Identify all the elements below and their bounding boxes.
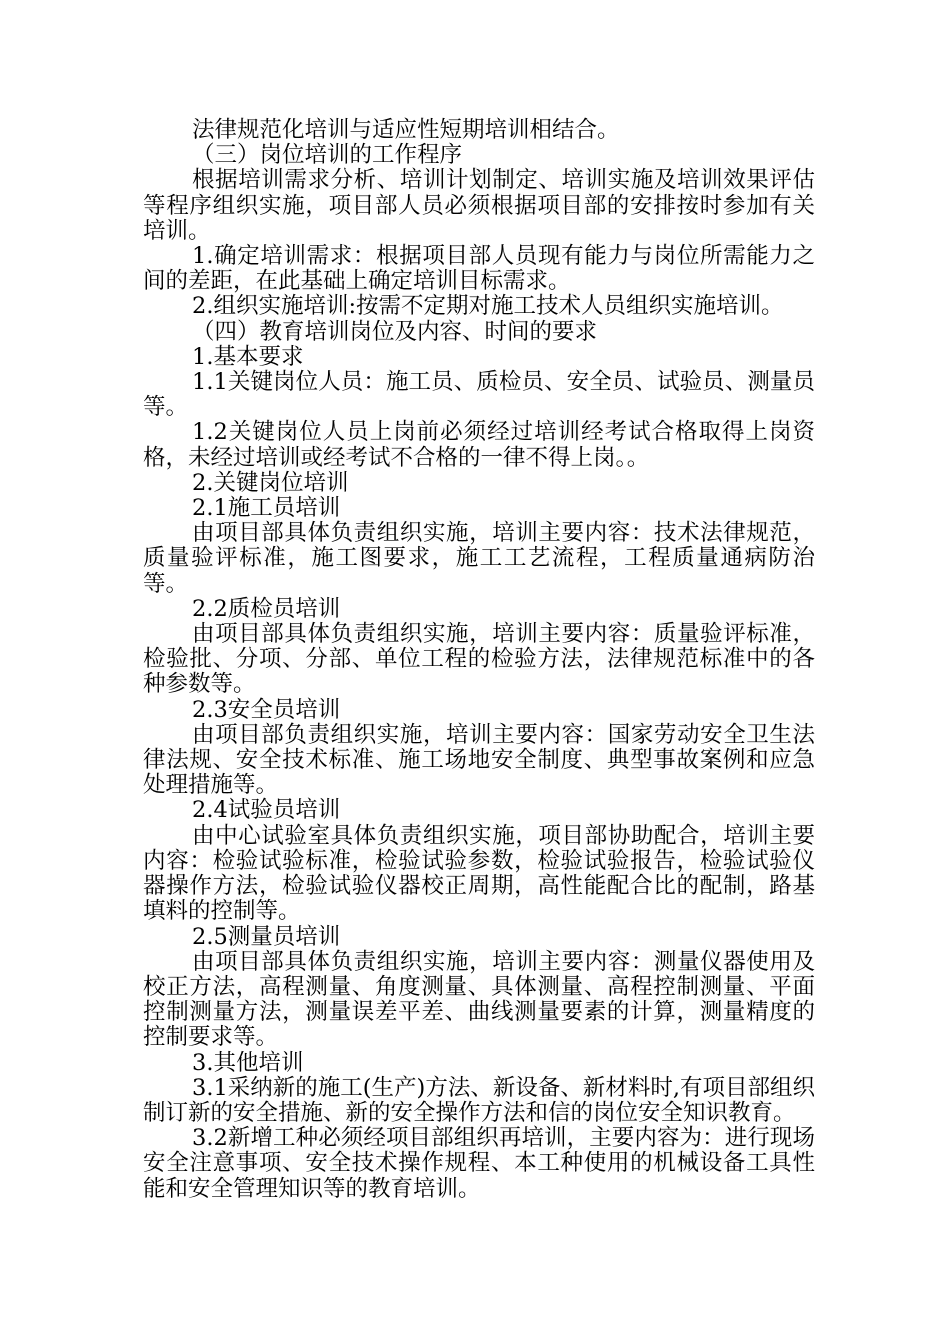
subheading: 2.4试验员培训 xyxy=(192,797,341,824)
subheading: 2.3安全员培训 xyxy=(192,696,341,723)
subheading: 2.1施工员培训 xyxy=(192,495,341,522)
subheading: 1.基本要求 xyxy=(192,343,304,370)
paragraph: 由项目部负责组织实施，培训主要内容：国家劳动安全卫生法律法规、安全技术标准、施工场地安全制度、典型事故案例和应急处理措施等。 xyxy=(143,721,815,799)
paragraph: 1.1关键岗位人员：施工员、质检员、安全员、试验员、测量员等。 xyxy=(143,369,815,421)
paragraph: 3.1采纳新的施工(生产)方法、新设备、新材料时,有项目部组织制订新的安全措施、新的安全操作方法和信的岗位安全知识教育。 xyxy=(143,1074,815,1126)
paragraph: 由项目部具体负责组织实施，培训主要内容：质量验评标准，检验批、分项、分部、单位工程的检验方法，法律规范标准中的各种参数等。 xyxy=(143,621,815,698)
subheading: 3.其他培训 xyxy=(192,1049,304,1076)
paragraph: 根据培训需求分析、培训计划制定、培训实施及培训效果评估等程序组织实施，项目部人员必须根据项目部的安排按时参加有关培训。 xyxy=(143,167,815,244)
paragraph: 由项目部具体负责组织实施，培训主要内容：技术法律规范，质量验评标准，施工图要求，施工工艺流程，工程质量通病防治等。 xyxy=(143,520,815,597)
document-body xyxy=(143,118,815,1202)
paragraph: 1.确定培训需求：根据项目部人员现有能力与岗位所需能力之间的差距，在此基础上确定培训目标需求。 xyxy=(143,243,815,295)
paragraph: 由项目部具体负责组织实施，培训主要内容：测量仪器使用及校正方法，高程测量、角度测量、具体测量、高程控制测量、平面控制测量方法，测量误差平差、曲线测量要素的计算，测量精度的控制要求等。 xyxy=(143,948,815,1051)
paragraph: 2.组织实施培训:按需不定期对施工技术人员组织实施培训。 xyxy=(192,293,784,320)
paragraph: 3.2新增工种必须经项目部组织再培训，主要内容为：进行现场安全注意事项、安全技术操作规程、本工种使用的机械设备工具性能和安全管理知识等的教育培训。 xyxy=(143,1125,815,1202)
subheading: 2.2质检员培训 xyxy=(192,595,341,622)
paragraph: 由中心试验室具体负责组织实施，项目部协助配合，培训主要内容：检验试验标准，检验试验参数，检验试验报告，检验试验仪器操作方法，检验试验仪器校正周期，高性能配合比的配制，路基填料的控制等。 xyxy=(143,822,815,925)
paragraph: 1.2关键岗位人员上岗前必须经过培训经考试合格取得上岗资格，未经过培训或经考试不合格的一律不得上岗。。 xyxy=(143,419,815,471)
paragraph: 法律规范化培训与适应性短期培训相结合。 xyxy=(192,117,620,143)
subheading: 2.5测量员培训 xyxy=(192,923,341,950)
section-heading: （三）岗位培训的工作程序 xyxy=(192,142,463,169)
subheading: 2.关键岗位培训 xyxy=(192,469,349,496)
section-heading: （四）教育培训岗位及内容、时间的要求 xyxy=(192,318,598,345)
